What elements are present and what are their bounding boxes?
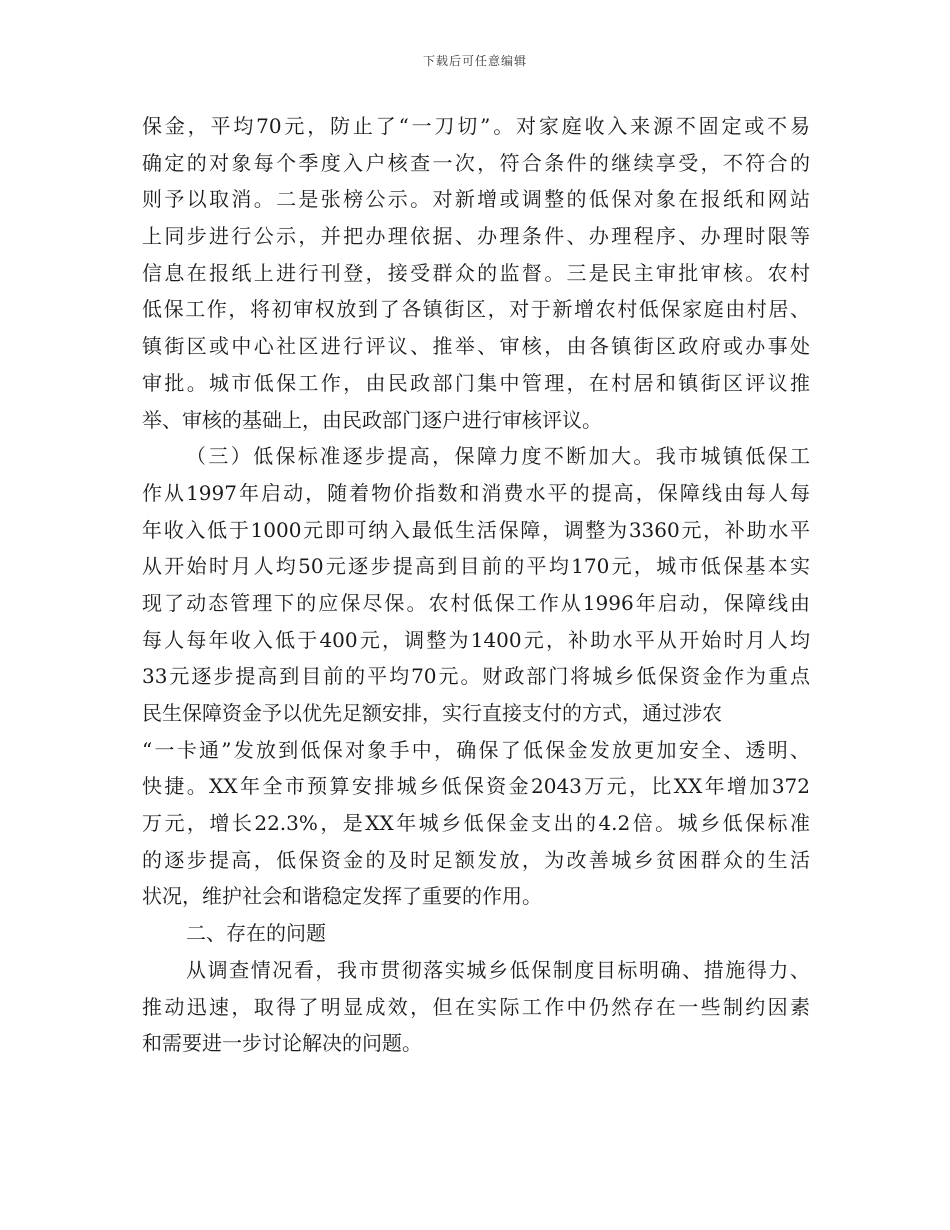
text-line: 33元逐步提高到目前的平均70元。财政部门将城乡低保资金作为重点 xyxy=(142,664,810,689)
text-line: 信息在报纸上进行刊登，接受群众的监督。三是民主审批审核。农村 xyxy=(142,260,810,285)
text-line: 现了动态管理下的应保尽保。农村低保工作从1996年启动，保障线由 xyxy=(142,590,810,615)
text-line: 民生保障资金予以优先足额安排，实行直接支付的方式，通过涉农 xyxy=(142,701,722,725)
text-line: 状况，维护社会和谐稳定发挥了重要的作用。 xyxy=(142,884,542,909)
text-line: “一卡通”发放到低保对象手中，确保了低保金发放更加安全、透明、 xyxy=(142,737,810,762)
section-heading: 二、存在的问题 xyxy=(186,921,326,946)
text-line: 万元，增长22.3%，是XX年城乡低保金支出的4.2倍。城乡低保标准 xyxy=(142,811,810,836)
text-line: 和需要进一步讨论解决的问题。 xyxy=(142,1031,422,1056)
text-line: 每人每年收入低于400元，调整为1400元，补助水平从开始时月人均 xyxy=(142,627,810,652)
text-line: 则予以取消。二是张榜公示。对新增或调整的低保对象在报纸和网站 xyxy=(142,187,810,212)
text-line: 年收入低于1000元即可纳入最低生活保障，调整为3360元，补助水平 xyxy=(142,517,810,542)
text-line: 确定的对象每个季度入户核查一次，符合条件的继续享受，不符合的 xyxy=(142,150,810,175)
text-line: 举、审核的基础上，由民政部门逐户进行审核评议。 xyxy=(142,407,602,432)
text-line: 从开始时月人均50元逐步提高到目前的平均170元，城市低保基本实 xyxy=(142,554,810,579)
paragraph-start-line: （三）低保标准逐步提高，保障力度不断加大。我市城镇低保工 xyxy=(186,444,810,469)
text-line: 镇街区或中心社区进行评议、推举、审核，由各镇街区政府或办事处 xyxy=(142,334,810,359)
text-line: 推动迅速，取得了明显成效，但在实际工作中仍然存在一些制约因素 xyxy=(142,994,810,1019)
text-line: 审批。城市低保工作，由民政部门集中管理，在村居和镇街区评议推 xyxy=(142,370,810,395)
text-line: 低保工作，将初审权放到了各镇街区，对于新增农村低保家庭由村居、 xyxy=(142,297,810,322)
page-header: 下载后可任意编辑 xyxy=(422,54,527,68)
text-line: 作从1997年启动，随着物价指数和消费水平的提高，保障线由每人每 xyxy=(142,480,810,505)
paragraph-start-line: 从调查情况看，我市贯彻落实城乡低保制度目标明确、措施得力、 xyxy=(186,957,810,982)
text-line: 快捷。XX年全市预算安排城乡低保资金2043万元，比XX年增加372 xyxy=(142,774,810,799)
text-line: 的逐步提高，低保资金的及时足额发放，为改善城乡贫困群众的生活 xyxy=(142,847,810,872)
text-line: 上同步进行公示，并把办理依据、办理条件、办理程序、办理时限等 xyxy=(142,224,810,249)
document-body xyxy=(142,108,810,1062)
text-line: 保金，平均70元，防止了“一刀切”。对家庭收入来源不固定或不易 xyxy=(142,114,810,138)
